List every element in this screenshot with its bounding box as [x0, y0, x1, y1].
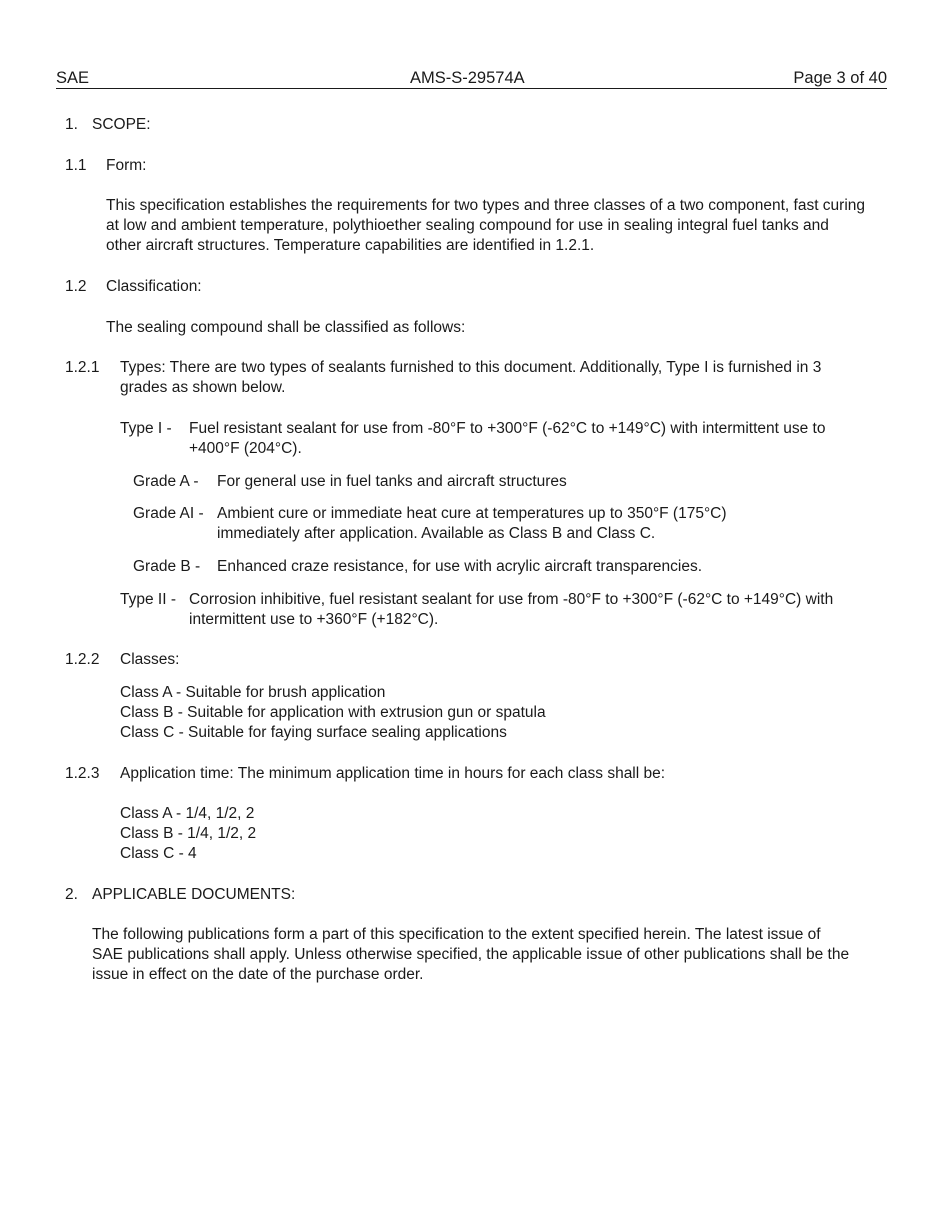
section-1-2-title: Classification: [106, 278, 202, 295]
grade-ai-label: Grade AI - [133, 505, 204, 522]
grade-a-text: For general use in fuel tanks and aircraft structures [217, 473, 567, 490]
section-2-number: 2. [65, 886, 78, 903]
header-doc-number: AMS-S-29574A [410, 69, 525, 87]
section-2-title: APPLICABLE DOCUMENTS: [92, 886, 296, 903]
section-1-2-body: The sealing compound shall be classified as follows: [106, 319, 466, 336]
application-time-item: Class C - 4 [120, 845, 197, 862]
grade-b-text: Enhanced craze resistance, for use with acrylic aircraft transparencies. [217, 558, 703, 575]
section-1-number: 1. [65, 116, 78, 133]
section-1-title: SCOPE: [92, 116, 151, 133]
section-1-2-2-number: 1.2.2 [65, 651, 100, 668]
grade-ai-text: Ambient cure or immediate heat cure at temperatures up to 350°F (175°C) immediately after application. Available as Class B and Class C. [217, 505, 727, 542]
header-org: SAE [56, 69, 90, 87]
grade-a-label: Grade A - [133, 473, 199, 490]
header-page-number: Page 3 of 40 [793, 69, 887, 87]
type-1-label: Type I - [120, 420, 172, 437]
section-1-2-2-title: Classes: [120, 651, 180, 668]
type-2-label: Type II - [120, 591, 176, 608]
type-2-text: Corrosion inhibitive, fuel resistant sealant for use from -80°F to +300°F (-62°C to +149°C) with intermittent use to +360°F (+182°C). [189, 591, 834, 628]
section-1-2-1-body: Types: There are two types of sealants furnished to this document. Additionally, Type I is furnished in 3 grades as shown below. [120, 359, 822, 396]
class-list-item: Class C - Suitable for faying surface sealing applications [120, 724, 507, 741]
application-time-item: Class B - 1/4, 1/2, 2 [120, 825, 257, 842]
section-1-2-number: 1.2 [65, 278, 87, 295]
application-time-item: Class A - 1/4, 1/2, 2 [120, 805, 255, 822]
section-2-body: The following publications form a part of this specification to the extent specified herein. The latest issue of SAE publications shall apply. Unless otherwise specified, the applicable issue of other publications shall be the issue in effect on the date of the purchase order. [92, 926, 850, 983]
section-1-1-number: 1.1 [65, 157, 87, 174]
section-1-1-body: This specification establishes the requirements for two types and three classes of a two component, fast curing at low and ambient temperature, polythioether sealing compound for use in sealing integral fuel tanks and other aircraft structures. Temperature capabilities are identified in 1.2.1. [106, 197, 866, 254]
class-list-item: Class B - Suitable for application with extrusion gun or spatula [120, 704, 546, 721]
grade-b-label: Grade B - [133, 558, 201, 575]
section-1-2-3-title: Application time: The minimum application time in hours for each class shall be: [120, 765, 666, 782]
type-1-text: Fuel resistant sealant for use from -80°F to +300°F (-62°C to +149°C) with intermittent use to +400°F (204°C). [189, 420, 826, 457]
class-list-item: Class A - Suitable for brush application [120, 684, 386, 701]
section-1-2-1-number: 1.2.1 [65, 359, 100, 376]
section-1-1-title: Form: [106, 157, 147, 174]
section-1-2-3-number: 1.2.3 [65, 765, 100, 782]
page-header [56, 68, 887, 89]
